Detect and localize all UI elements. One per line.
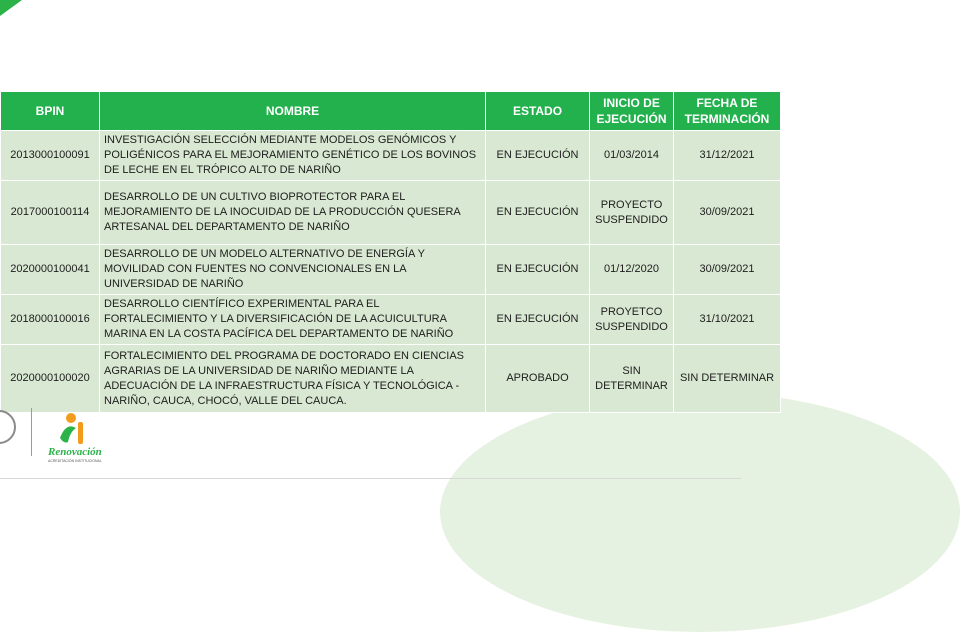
cell-nombre: DESARROLLO DE UN CULTIVO BIOPROTECTOR PARA EL MEJORAMIENTO DE LA INOCUIDAD DE LA PRODUCCIÓN QUESERA ARTESANAL DEL DEPARTAMENTO DE NARIÑO <box>100 181 486 245</box>
header-estado: ESTADO <box>486 92 590 131</box>
corner-accent <box>0 0 22 16</box>
footer-logos <box>0 404 120 464</box>
projects-table <box>0 91 781 413</box>
header-inicio <box>590 92 674 131</box>
header-bpin: BPIN <box>1 92 100 131</box>
logo-caption: ACREDITACIÓN INSTITUCIONAL <box>48 459 102 463</box>
cell-fin: 31/10/2021 <box>674 295 781 345</box>
cell-fin: 30/09/2021 <box>674 181 781 245</box>
logo-word: Renovación <box>48 446 102 458</box>
cell-bpin: 2017000100114 <box>1 181 100 245</box>
cell-bpin: 2020000100020 <box>1 345 100 413</box>
cell-nombre: INVESTIGACIÓN SELECCIÓN MEDIANTE MODELOS GENÓMICOS Y POLIGÉNICOS PARA EL MEJORAMIENTO GENÉTICO DE LOS BOVINOS DE LECHE EN EL TRÓPICO ALTO DE NARIÑO <box>100 131 486 181</box>
table-header-row <box>1 92 781 131</box>
university-seal-icon <box>0 410 16 444</box>
table-row <box>1 345 781 413</box>
cell-nombre: DESARROLLO CIENTÍFICO EXPERIMENTAL PARA EL FORTALECIMIENTO Y LA DIVERSIFICACIÓN DE LA ACUICULTURA MARINA EN LA COSTA PACÍFICA DEL DEPARTAMENTO DE NARIÑO <box>100 295 486 345</box>
header-fecha <box>674 92 781 131</box>
header-nombre: NOMBRE <box>100 92 486 131</box>
cell-estado: EN EJECUCIÓN <box>486 245 590 295</box>
acreditacion-logo-icon <box>46 408 126 464</box>
header-inicio-line2: EJECUCIÓN <box>596 112 667 126</box>
table-row <box>1 181 781 245</box>
cell-estado: APROBADO <box>486 345 590 413</box>
header-fecha-line2: TERMINACIÓN <box>684 112 770 126</box>
cell-estado: EN EJECUCIÓN <box>486 295 590 345</box>
cell-inicio: 01/03/2014 <box>590 131 674 181</box>
cell-inicio: 01/12/2020 <box>590 245 674 295</box>
cell-fin: SIN DETERMINAR <box>674 345 781 413</box>
footer-divider-line <box>0 478 741 479</box>
cell-bpin: 2013000100091 <box>1 131 100 181</box>
cell-nombre: DESARROLLO DE UN MODELO ALTERNATIVO DE ENERGÍA Y MOVILIDAD CON FUENTES NO CONVENCIONALES EN LA UNIVERSIDAD DE NARIÑO <box>100 245 486 295</box>
cell-estado: EN EJECUCIÓN <box>486 181 590 245</box>
decorative-background-shape <box>440 392 960 632</box>
logo-divider <box>31 408 32 456</box>
table-row <box>1 131 781 181</box>
cell-inicio: PROYECTO SUSPENDIDO <box>590 181 674 245</box>
cell-estado: EN EJECUCIÓN <box>486 131 590 181</box>
table-row <box>1 295 781 345</box>
cell-inicio: SIN DETERMINAR <box>590 345 674 413</box>
cell-fin: 30/09/2021 <box>674 245 781 295</box>
cell-inicio: PROYETCO SUSPENDIDO <box>590 295 674 345</box>
header-inicio-line1: INICIO DE <box>603 96 660 110</box>
cell-fin: 31/12/2021 <box>674 131 781 181</box>
cell-bpin: 2020000100041 <box>1 245 100 295</box>
table-row <box>1 245 781 295</box>
cell-bpin: 2018000100016 <box>1 295 100 345</box>
cell-nombre: FORTALECIMIENTO DEL PROGRAMA DE DOCTORADO EN CIENCIAS AGRARIAS DE LA UNIVERSIDAD DE NARIÑO MEDIANTE LA ADECUACIÓN DE LA INFRAESTRUCTURA FÍSICA Y TECNOLÓGICA - NARIÑO, CAUCA, CHOCÓ, VALLE DEL CAUCA. <box>100 345 486 413</box>
header-fecha-line1: FECHA DE <box>696 96 758 110</box>
